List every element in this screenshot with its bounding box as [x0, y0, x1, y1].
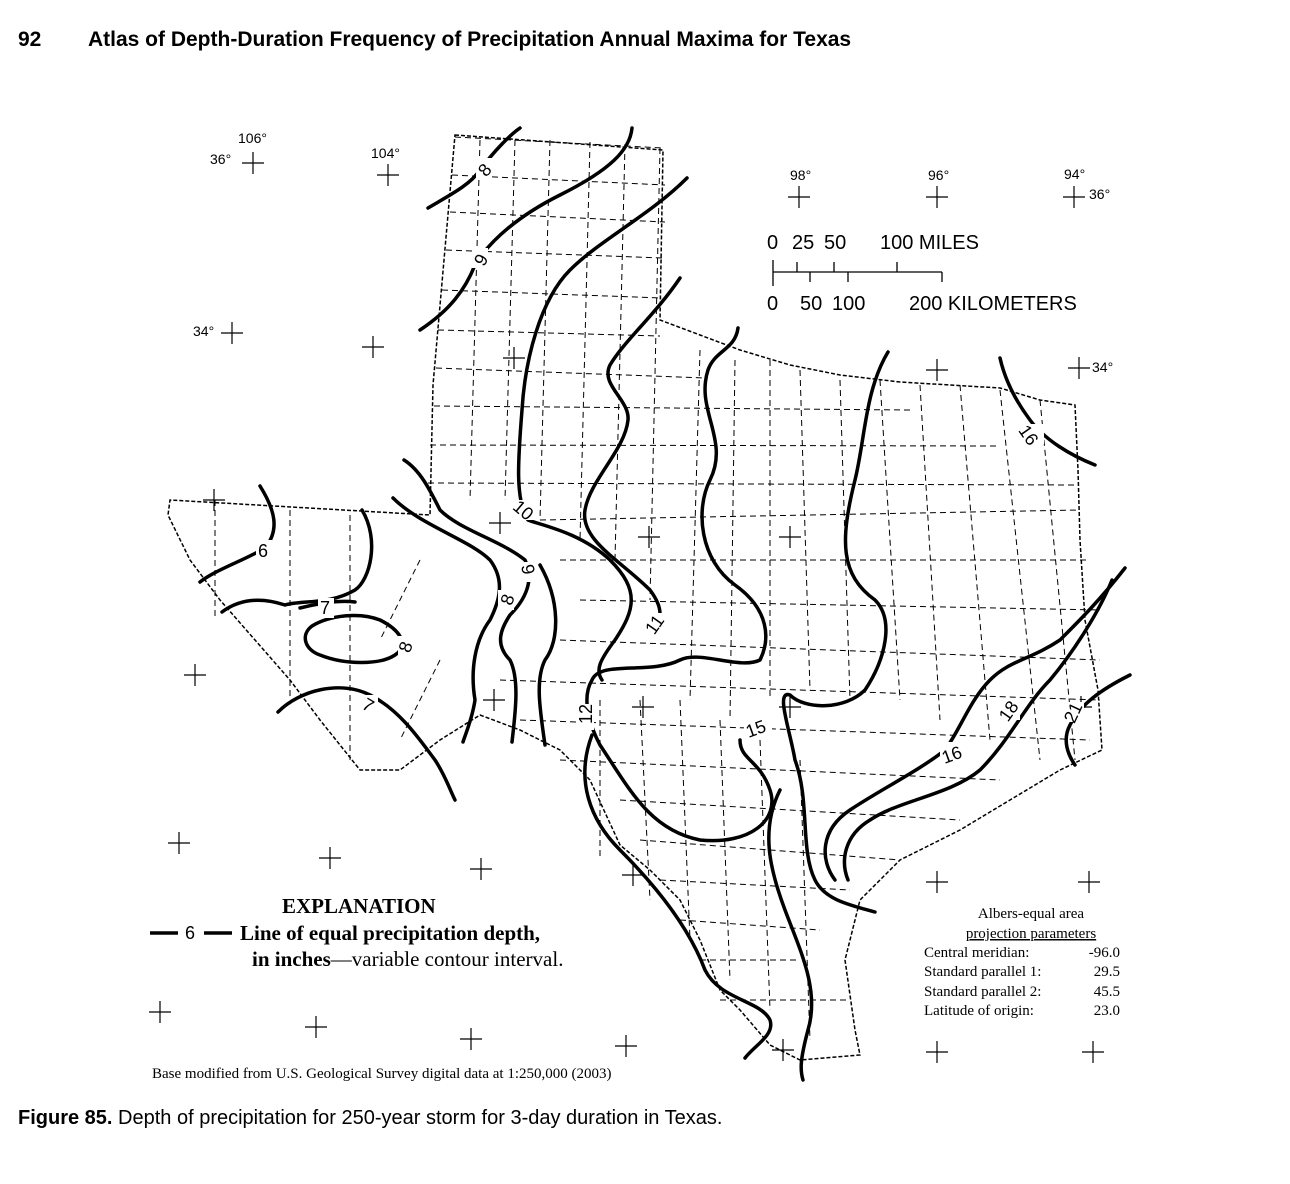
projection-param-value-2: 45.5: [1093, 984, 1120, 1000]
lat-label-36-west: 36°: [210, 151, 232, 167]
contour-10: [519, 178, 687, 680]
explanation-legend: [150, 894, 563, 971]
scale-km-100: 100: [832, 293, 866, 315]
contour-label-16: 16: [939, 742, 965, 768]
lon-label-94: 94°: [1064, 166, 1086, 182]
scale-km-50: 50: [800, 293, 823, 315]
lon-label-106: 106°: [238, 130, 267, 146]
contour-11-mid: [539, 565, 555, 745]
contour-label-9-mid: 9: [517, 562, 539, 577]
contour-16-north: [1000, 358, 1095, 465]
legend-line2-rest: —variable contour interval.: [330, 947, 564, 971]
projection-parameters: [924, 906, 1120, 1019]
explanation-title: EXPLANATION: [282, 894, 436, 918]
contour-label-11: 11: [641, 611, 669, 638]
contour-12: [587, 328, 772, 841]
page-title: Atlas of Depth-Duration Frequency of Precipitation Annual Maxima for Texas: [88, 28, 852, 51]
figure-caption: [18, 1107, 722, 1130]
contour-label-21: 21: [1059, 699, 1087, 726]
contour-12-south: [585, 735, 771, 1058]
lat-label-36-east: 36°: [1089, 186, 1111, 202]
contour-label-7-south: 7: [358, 694, 378, 717]
contour-label-15: 15: [743, 716, 769, 742]
contour-9-north: [420, 128, 632, 330]
legend-line2-bold: in inches: [252, 947, 331, 971]
projection-param-value-3: 23.0: [1093, 1003, 1120, 1019]
contour-label-8-mid: 8: [496, 591, 519, 608]
contour-8-west: [222, 510, 372, 612]
scale-miles-0: 0: [767, 232, 779, 254]
lon-label-104: 104°: [371, 145, 400, 161]
scale-km-200: 200 KILOMETERS: [909, 293, 1077, 315]
projection-param-value-0: -96.0: [1088, 945, 1120, 961]
scale-miles-25: 25: [792, 232, 815, 254]
figure-caption-text: Depth of precipitation for 250-year storm for 3-day duration in Texas.: [118, 1107, 723, 1129]
legend-sample-value: 6: [185, 923, 196, 943]
page-number: 92: [18, 28, 42, 51]
projection-param-name-2: Standard parallel 2:: [924, 984, 1042, 1000]
projection-subtitle: projection parameters: [965, 926, 1097, 942]
projection-param-name-1: Standard parallel 1:: [924, 964, 1042, 980]
lon-label-96: 96°: [928, 167, 950, 183]
contour-11: [585, 278, 680, 630]
legend-line1: Line of equal precipitation depth,: [240, 921, 541, 945]
contour-label-12: 12: [576, 703, 596, 724]
contour-label-7-west: 7: [320, 598, 331, 618]
scale-miles-100: 100 MILES: [880, 232, 979, 254]
scale-miles-50: 50: [824, 232, 847, 254]
contour-15: [784, 352, 888, 912]
contour-16-a: [825, 568, 1125, 880]
projection-title: Albers-equal area: [977, 906, 1085, 922]
projection-param-name-3: Latitude of origin:: [924, 1003, 1034, 1019]
lat-label-34-east: 34°: [1092, 359, 1114, 375]
scale-bar: [767, 232, 1077, 315]
contour-label-6: 6: [258, 541, 269, 561]
contour-label-10: 10: [509, 496, 538, 525]
projection-param-value-1: 29.5: [1093, 964, 1120, 980]
scale-km-0: 0: [767, 293, 779, 315]
base-data-note: Base modified from U.S. Geological Survey digital data at 1:250,000 (2003): [152, 1066, 612, 1082]
contour-7-loop: [305, 615, 402, 662]
contour-label-18: 18: [994, 697, 1023, 726]
lat-label-34-west: 34°: [193, 323, 215, 339]
contour-label-16-north: 16: [1014, 421, 1043, 450]
legend-line2: [252, 947, 563, 971]
lon-label-98: 98°: [790, 167, 812, 183]
contour-label-9-north: 9: [470, 250, 493, 270]
contour-label-8-north: 8: [474, 159, 496, 181]
contour-label-8-west: 8: [394, 638, 417, 656]
projection-param-name-0: Central meridian:: [924, 945, 1030, 961]
figure-number: Figure 85.: [18, 1107, 113, 1129]
